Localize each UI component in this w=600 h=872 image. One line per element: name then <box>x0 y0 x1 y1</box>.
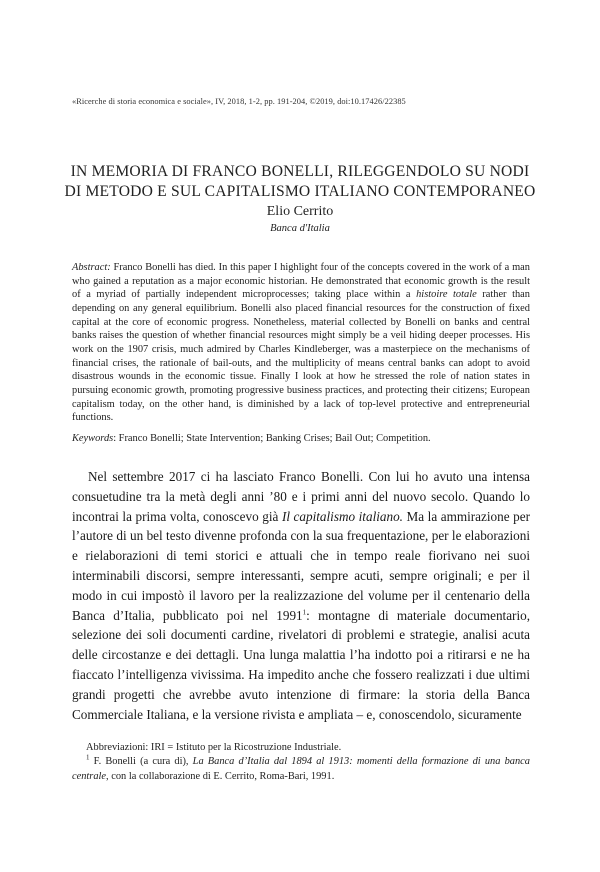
footnote-1 <box>72 755 530 784</box>
title-line-1: IN MEMORIA DI FRANCO BONELLI, RILEGGENDOLO SU NODI <box>70 163 530 180</box>
abstract-label: Abstract: <box>72 262 111 273</box>
footnote-1-title: La Banca d’Italia dal 1894 al 1913: momenti della formazione di una banca centrale <box>72 756 530 782</box>
keywords-text: : Franco Bonelli; State Intervention; Banking Crises; Bail Out; Competition. <box>113 433 431 444</box>
footnotes <box>72 741 530 784</box>
article-title <box>40 162 560 202</box>
author-affiliation: Banca d'Italia <box>270 223 330 234</box>
title-line-2: DI METODO E SUL CAPITALISMO ITALIANO CONTEMPORANEO <box>64 183 536 200</box>
footnote-1-text-1: F. Bonelli (a cura di), <box>89 756 193 768</box>
abstract-text-1: Franco Bonelli has died. In this paper I highlight four of the concepts covered in the work of a man who gained a reputation as a major economic historian. He demonstrated that economic growth is the result of a myriad of partially independent microprocesses; taking place within a <box>72 262 530 301</box>
abstract-text-2: rather than depending on any general equilibrium. Bonelli also placed financial resources for the construction of fixed capital at the core of economic progress. Nonetheless, material collected by Bonelli on banks and central banks raises the question of whether financial resources might simply be a veil hiding deeper processes. His work on the 1907 crisis, much admired by Charles Kindleberger, was a masterpiece on the mechanisms of financial crises, the rationale of bail-outs, and the multiplicity of means central banks can adopt to avoid disastrous wounds in the economic tissue. Finally I look at how he stressed the role of nation states in pursuing economic growth, promoting progressive business practices, and protecting their citizens; European capitalism today, on the other hand, is diminished by a lack of top-level protective and entrepreneurial functions. <box>72 289 530 424</box>
body-text-1: Nel settembre 2017 ci ha lasciato Franco Bonelli. Con lui ho avuto una intensa consuetudine tra la metà degli anni ’80 e i primi anni del nuovo secolo. Quando lo incontrai la prima volta, conoscevo già <box>72 469 530 524</box>
abstract-histoire-totale: histoire totale <box>416 289 477 301</box>
journal-citation: «Ricerche di storia economica e sociale», IV, 2018, 1-2, pp. 191-204, ©2019, doi:10.17426/22385 <box>72 97 406 106</box>
footnote-abbreviations: Abbreviazioni: IRI = Istituto per la Ricostruzione Industriale. <box>86 742 342 753</box>
keywords <box>72 432 530 446</box>
abstract <box>72 261 530 425</box>
body-text-3: : montagne di materiale documentario, selezione dei soli documenti cardine, rivelatori di problemi e strategie, analisi acuta delle circostanze e dei dettagli. Una lunga malattia l’ha indotto poi a ritirarsi e ne ha fiaccato l’intelligenza vivissima. Ha impedito anche che fossero realizzati i due ultimi grandi progetti che avrebbe avuto intenzione di firmare: la storia della Banca Commerciale Italiana, e la versione rivista e ampliata – e, conoscendolo, sicuramente <box>72 607 530 722</box>
author-name: Elio Cerrito <box>266 204 334 219</box>
footnote-1-number: 1 <box>86 753 90 762</box>
footnote-1-text-2: , con la collaborazione di E. Cerrito, Roma-Bari, 1991. <box>106 770 335 782</box>
keywords-label: Keywords <box>72 433 114 444</box>
footnote-reference[interactable]: 1 <box>302 608 307 617</box>
body-book-title: Il capitalismo italiano. <box>281 508 403 524</box>
body-text-2: Ma la ammirazione per l’autore di un bel testo divenne profonda con la sua frequentazione, per le elaborazioni e rielaborazioni di temi storici e attuali che in tempo reale fiorivano nei suoi interminabili discorsi, sempre interessanti, sempre acuti, sempre originali; e per il modo in cui impostò il lavoro per la realizzazione del volume per il centenario della Banca d’Italia, pubblicato poi nel 1991 <box>72 508 530 623</box>
body-paragraph <box>72 467 530 724</box>
